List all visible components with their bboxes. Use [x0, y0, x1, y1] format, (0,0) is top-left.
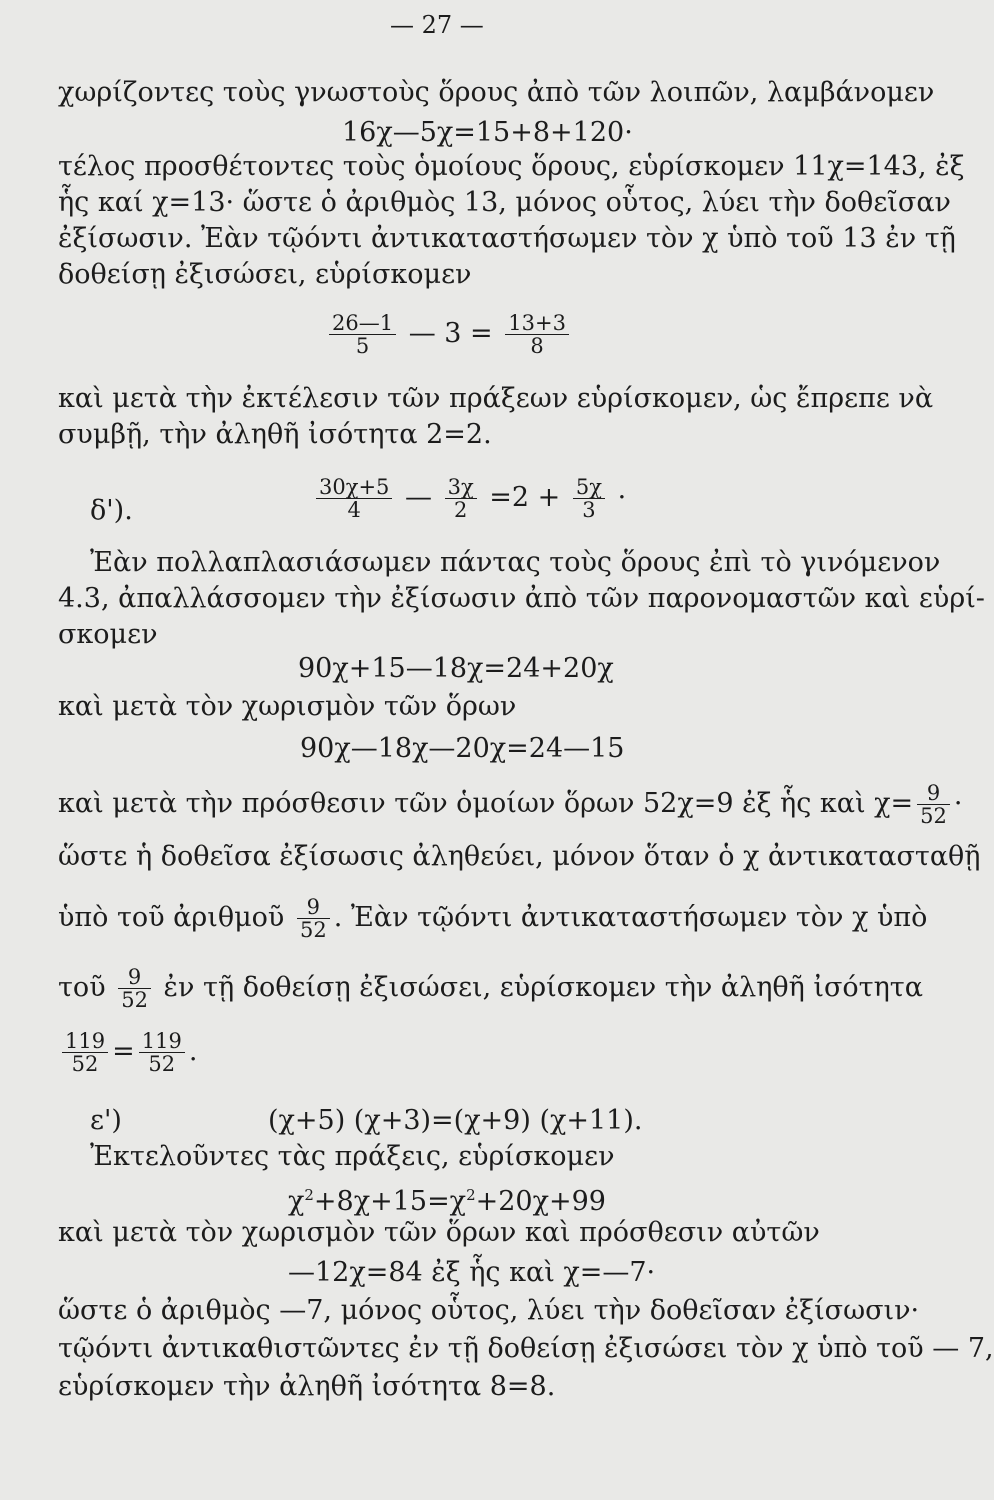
text-line: τέλος προσθέτοντες τοὺς ὁμοίους ὅρους, εὑρίσκομεν 11χ=143, ἐξ [58, 151, 965, 182]
fraction-equation: $\frac{26—1}{5}$ — 3 = $\frac{13+3}{8}$ [325, 312, 573, 357]
text-line: ἧς καί χ=13· ὥστε ὁ ἀριθμὸς 13, μόνος οὗτος, λύει τὴν δοθεῖσαν [58, 187, 951, 218]
text-line: καὶ μετὰ τὴν πρόσθεσιν τῶν ὁμοίων ὅρων 52χ=9 ἐξ ἧς καὶ χ= $\frac{9}{52}$ · [58, 781, 963, 828]
fraction: $\frac{3\chi}{2}$ [445, 476, 477, 521]
text-line: τοῦ $\frac{9}{52}$ ἐν τῇ δοθείσῃ ἐξισώσει, εὑρίσκομεν τὴν ἀληθῆ ἰσότητα [58, 965, 923, 1012]
fraction: $\frac{9}{52}$ [297, 896, 330, 941]
text-line: εὑρίσκομεν τὴν ἀληθῆ ἰσότητα 8=8. [58, 1371, 556, 1402]
fraction-equation: $\frac{30\chi+5}{4}$ — $\frac{3\chi}{2}$ =2 + $\frac{5\chi}{3}$ · [312, 476, 626, 521]
fraction-equation: $\frac{119}{52}$ = $\frac{119}{52}$ . [58, 1030, 197, 1075]
text-line: συμβῇ, τὴν ἀληθῆ ἰσότητα 2=2. [58, 419, 492, 450]
equation: —12χ=84 ἐξ ἧς καὶ χ=—7· [288, 1257, 656, 1288]
text-line: τῷόντι ἀντικαθιστῶντες ἐν τῇ δοθείσῃ ἐξισώσει τὸν χ ὑπὸ τοῦ — 7, [58, 1333, 994, 1364]
text-line: ἐξίσωσιν. Ἐὰν τῷόντι ἀντικαταστήσωμεν τὸν χ ὑπὸ τοῦ 13 ἐν τῇ [58, 223, 956, 254]
equation: (χ+5) (χ+3)=(χ+9) (χ+11). [268, 1105, 643, 1136]
text-line: 4.3, ἀπαλλάσσομεν τὴν ἐξίσωσιν ἀπὸ τῶν παρονομαστῶν καὶ εὑρί- [58, 583, 985, 614]
text-line: ὥστε ὁ ἀριθμὸς —7, μόνος οὗτος, λύει τὴν δοθεῖσαν ἐξίσωσιν· [58, 1295, 920, 1326]
section-label: ε') [90, 1105, 122, 1136]
equation: 90χ—18χ—20χ=24—15 [300, 733, 625, 764]
fraction: $\frac{119}{52}$ [62, 1030, 108, 1075]
fraction: $\frac{119}{52}$ [139, 1030, 185, 1075]
text-line: ὑπὸ τοῦ ἀριθμοῦ $\frac{9}{52}$ . Ἐὰν τῷόντι ἀντικαταστήσωμεν τὸν χ ὑπὸ [58, 895, 928, 942]
fraction: $\frac{30\chi+5}{4}$ [316, 476, 392, 521]
fraction: $\frac{5\chi}{3}$ [573, 476, 605, 521]
text-line: καὶ μετὰ τὴν ἐκτέλεσιν τῶν πράξεων εὑρίσκομεν, ὡς ἔπρεπε νὰ [58, 383, 934, 414]
text-line: δοθείσῃ ἐξισώσει, εὑρίσκομεν [58, 259, 472, 290]
page-number: — 27 — [390, 11, 484, 39]
equation: 90χ+15—18χ=24+20χ [298, 653, 614, 684]
equation: $\chi^2+8\chi+15=\chi^2+20\chi+99$ [288, 1186, 606, 1217]
text-line: καὶ μετὰ τὸν χωρισμὸν τῶν ὅρων [58, 691, 517, 722]
fraction: $\frac{9}{52}$ [118, 966, 151, 1011]
equation: 16χ—5χ=15+8+120· [342, 117, 633, 148]
text-line: καὶ μετὰ τὸν χωρισμὸν τῶν ὅρων καὶ πρόσθεσιν αὐτῶν [58, 1217, 820, 1248]
text-line: Ἐκτελοῦντες τὰς πράξεις, εὑρίσκομεν [90, 1141, 615, 1172]
fraction: $\frac{9}{52}$ [917, 782, 950, 827]
text-line: σκομεν [58, 619, 158, 650]
fraction: $\frac{26—1}{5}$ [329, 312, 396, 357]
text-line: ὥστε ἡ δοθεῖσα ἐξίσωσις ἀληθεύει, μόνον ὅταν ὁ χ ἀντικατασταθῇ [58, 841, 981, 872]
fraction: $\frac{13+3}{8}$ [505, 312, 569, 357]
text-line: Ἐὰν πολλαπλασιάσωμεν πάντας τοὺς ὅρους ἐπὶ τὸ γινόμενον [90, 547, 941, 578]
text-line: χωρίζοντες τοὺς γνωστοὺς ὅρους ἀπὸ τῶν λοιπῶν, λαμβάνομεν [58, 77, 935, 108]
section-label: δ'). [90, 495, 133, 526]
